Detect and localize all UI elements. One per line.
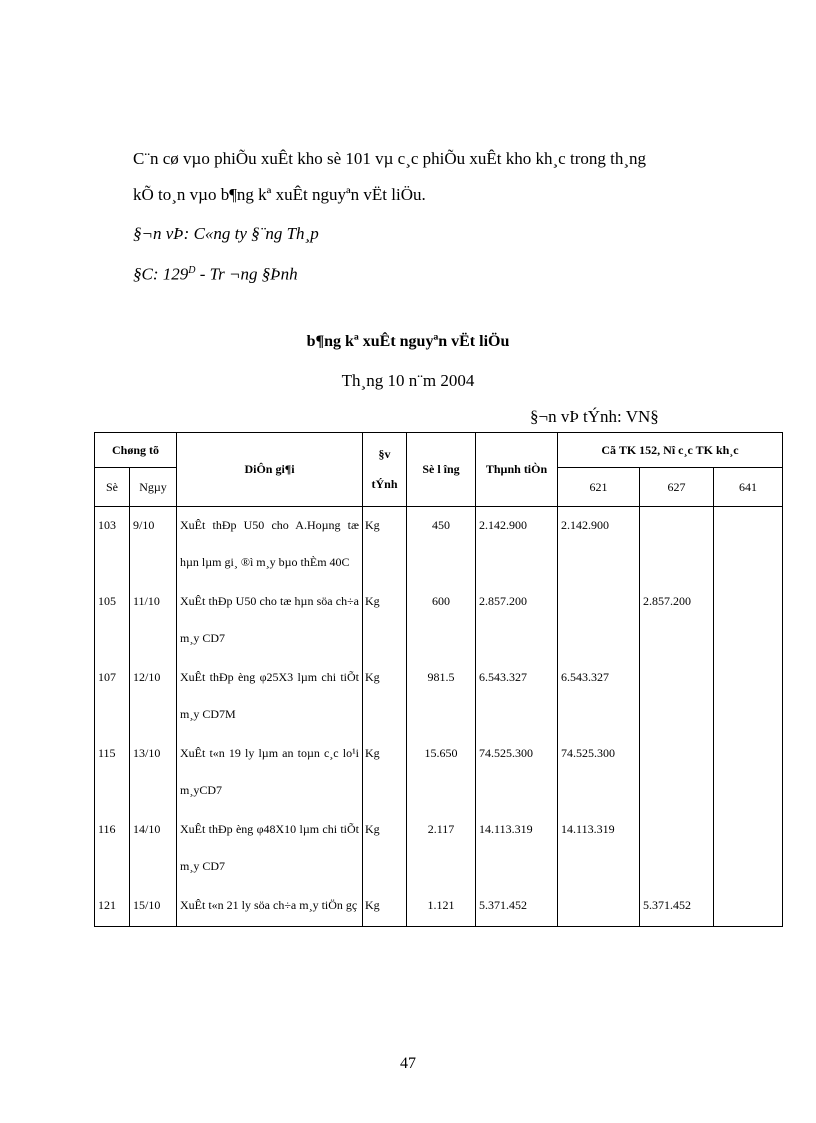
row-amount: 2.142.900 (476, 507, 558, 582)
unit-header (363, 433, 407, 507)
unit-header-bottom: tÝnh (371, 477, 398, 491)
report-title: b¶ng kª xuÊt nguyªn vËt liÖu (306, 333, 510, 350)
materials-issue-table (94, 432, 783, 927)
table-row (95, 885, 783, 927)
row-quantity: 450 (407, 507, 476, 582)
row-number: 107 (95, 657, 130, 733)
account-621-header: 621 (558, 468, 640, 507)
intro-line-2: kÕ to¸n vµo b¶ng kª xuÊt nguyªn vËt liÖu. (133, 185, 426, 204)
row-description: XuÊt t«n 19 ly lµm an toµn c¸c lo¹i m¸yCD7 (177, 733, 363, 809)
row-date: 15/10 (130, 885, 177, 927)
row-number: 105 (95, 581, 130, 657)
row-627 (640, 507, 714, 582)
account-627-header: 627 (640, 468, 714, 507)
row-unit: Kg (363, 733, 407, 809)
row-description: XuÊt thÐp U50 cho tæ hµn söa ch÷a m¸y CD7 (177, 581, 363, 657)
account-641-header: 641 (714, 468, 783, 507)
table-row (95, 507, 783, 582)
date-header: Ngµy (130, 468, 177, 507)
row-621: 74.525.300 (558, 733, 640, 809)
row-number: 116 (95, 809, 130, 885)
row-641 (714, 885, 783, 927)
row-description: XuÊt thÐp èng φ25X3 lµm chi tiÕt m¸y CD7M (177, 657, 363, 733)
row-description: XuÊt t«n 21 ly söa ch÷a m¸y tiÖn gç (177, 885, 363, 927)
org-address (133, 261, 298, 285)
page-number: 47 (400, 1055, 416, 1072)
address-street: - Tr ¬ng §Þnh (195, 264, 298, 284)
row-641 (714, 657, 783, 733)
row-unit: Kg (363, 657, 407, 733)
amount-header: Thµnh tiÒn (476, 433, 558, 507)
row-unit: Kg (363, 809, 407, 885)
row-date: 13/10 (130, 733, 177, 809)
row-date: 9/10 (130, 507, 177, 582)
row-quantity: 981.5 (407, 657, 476, 733)
currency-unit: §¬n vÞ tÝnh: VN§ (530, 407, 659, 426)
quantity-header: Sè l îng (407, 433, 476, 507)
address-number: §C: 129 (133, 264, 189, 284)
row-641 (714, 507, 783, 582)
row-quantity: 600 (407, 581, 476, 657)
table-row (95, 657, 783, 733)
number-header: Sè (95, 468, 130, 507)
intro-line-1: C¨n cø vµo phiÕu xuÊt kho sè 101 vµ c¸c phiÕu xuÊt kho kh¸c trong th¸ng (133, 149, 646, 168)
row-621: 14.113.319 (558, 809, 640, 885)
report-period: Th¸ng 10 n¨m 2004 (341, 371, 475, 390)
row-amount: 2.857.200 (476, 581, 558, 657)
row-unit: Kg (363, 581, 407, 657)
row-number: 103 (95, 507, 130, 582)
row-quantity: 1.121 (407, 885, 476, 927)
row-627: 2.857.200 (640, 581, 714, 657)
row-627 (640, 809, 714, 885)
row-number: 121 (95, 885, 130, 927)
table-row (95, 809, 783, 885)
row-621 (558, 885, 640, 927)
row-description: XuÊt thÐp U50 cho A.Hoµng tæ hµn lµm gi¸ ®ì m¸y bµo thÈm 40C (177, 507, 363, 582)
description-header: DiÔn gi¶i (177, 433, 363, 507)
row-quantity: 2.117 (407, 809, 476, 885)
row-date: 11/10 (130, 581, 177, 657)
voucher-header: Chøng tõ (95, 433, 177, 468)
row-number: 115 (95, 733, 130, 809)
row-unit: Kg (363, 885, 407, 927)
row-621: 6.543.327 (558, 657, 640, 733)
address-superscript: D (188, 265, 196, 276)
row-641 (714, 733, 783, 809)
row-amount: 6.543.327 (476, 657, 558, 733)
row-amount: 5.371.452 (476, 885, 558, 927)
table-row (95, 581, 783, 657)
row-627 (640, 733, 714, 809)
row-641 (714, 581, 783, 657)
row-621: 2.142.900 (558, 507, 640, 582)
org-unit: §¬n vÞ: C«ng ty §¨ng Th¸p (133, 224, 319, 243)
row-description: XuÊt thÐp èng φ48X10 lµm chi tiÕt m¸y CD7 (177, 809, 363, 885)
row-amount: 14.113.319 (476, 809, 558, 885)
row-641 (714, 809, 783, 885)
row-627 (640, 657, 714, 733)
row-621 (558, 581, 640, 657)
unit-header-top: §v (378, 447, 391, 461)
row-quantity: 15.650 (407, 733, 476, 809)
row-unit: Kg (363, 507, 407, 582)
row-amount: 74.525.300 (476, 733, 558, 809)
row-627: 5.371.452 (640, 885, 714, 927)
row-date: 12/10 (130, 657, 177, 733)
table-row (95, 733, 783, 809)
debit-group-header: Cã TK 152, Nî c¸c TK kh¸c (558, 433, 783, 468)
row-date: 14/10 (130, 809, 177, 885)
